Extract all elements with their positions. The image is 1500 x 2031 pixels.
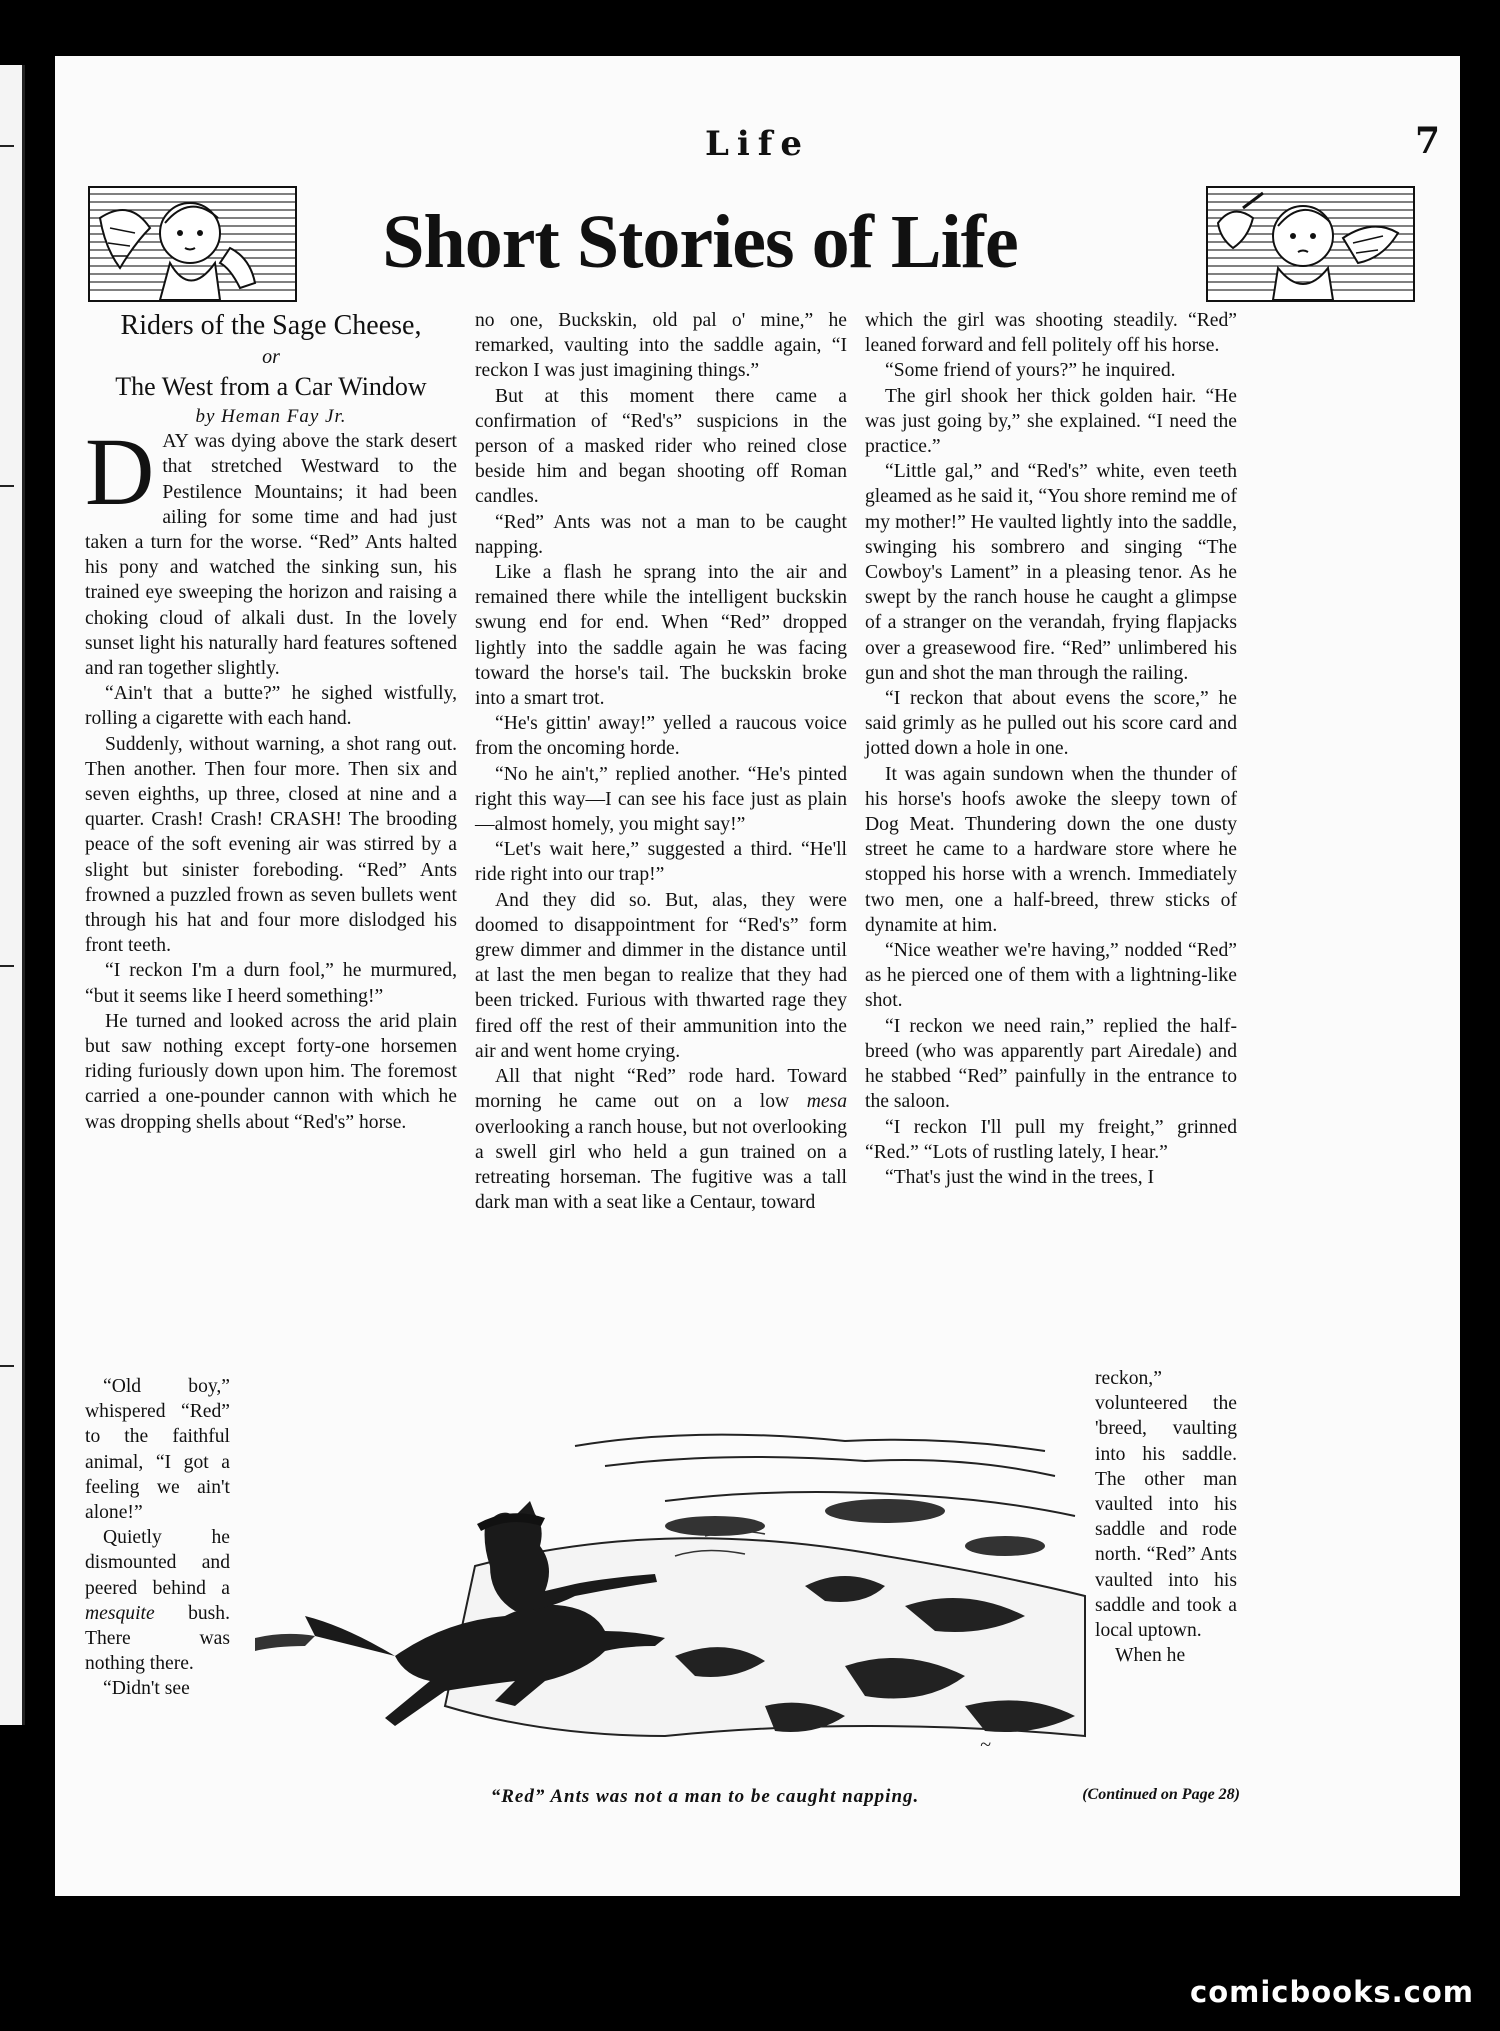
story-paragraph: And they did so. But, alas, they were doomed to disappointment for “Red's” form grew dimmer and dimmer in the distance until at last the men began to realize that they had been tricked. Furious with thwarted rage they fired off the rest of their ammunition into the air and went home crying. <box>475 889 847 1062</box>
column-1-narrow <box>85 1374 230 1702</box>
column-3-narrow <box>1095 1366 1237 1668</box>
continued-note: (Continued on Page 28) <box>1082 1786 1240 1803</box>
column-2 <box>475 308 847 1215</box>
story-paragraph: “I reckon I'm a durn fool,” he murmured, “but it seems like I heerd something!” <box>85 960 457 1007</box>
story-paragraph: It was again sundown when the thunder of his horse's hoofs awoke the sleepy town of Dog Meat. Thundering down the one dusty street he came to a hardware store where he stopped his horse with a wrench. Immediately two men, one a half-breed, threw sticks of dynamite at him. <box>865 763 1237 936</box>
svg-text:~: ~ <box>980 1734 991 1756</box>
story-paragraph: But at this moment there came a confirmation of “Red's” suspicions in the person of a masked rider who reined close beside him and began shooting off Roman candles. <box>475 385 847 508</box>
cherub-illustration-right <box>1206 186 1415 302</box>
watermark: comicbooks.com <box>1190 1975 1474 2009</box>
cowboy-illustration <box>245 1406 1095 1776</box>
story-paragraph: “Nice weather we're having,” nodded “Red” as he pierced one of them with a lightning-like shot. <box>865 940 1237 1012</box>
story-paragraph: “Little gal,” and “Red's” white, even teeth gleamed as he said it, “You shore remind me of my mother!” He vaulted lightly into the saddle, swinging his sombrero and singing “The Cowboy's Lament” in a pleasing tenor. As he swept by the ranch house he caught a glimpse of a stranger on the verandah, frying flapjacks over a greasewood fire. “Red” unlimbered his gun and shot the man through the railing. <box>865 461 1237 684</box>
story-paragraph: “Red” Ants was not a man to be caught napping. <box>475 511 847 558</box>
story-paragraph: “Ain't that a butte?” he sighed wistfully, rolling a cigarette with each hand. <box>85 683 457 730</box>
masthead: Life <box>704 124 811 164</box>
story-paragraph: All that night “Red” rode hard. Toward morning he came out on a low mesa overlooking a ranch house, but not overlooking a swell girl who held a gun trained on a retreating horseman. The fugitive was a tall dark man with a seat like a Centaur, toward <box>475 1066 847 1214</box>
story-paragraph: “I reckon we need rain,” replied the half-breed (who was apparently part Airedale) and he stabbed “Red” painfully in the entrance to the saloon. <box>865 1015 1237 1113</box>
story-paragraph: “Old boy,” whispered “Red” to the faithful animal, “I got a feeling we ain't alone!” <box>85 1376 230 1524</box>
story-subtitle: The West from a Car Window <box>115 372 427 401</box>
cherub-illustration-left <box>88 186 297 302</box>
story-title: Riders of the Sage Cheese, <box>120 310 422 341</box>
illustration-caption: “Red” Ants was not a man to be caught napping. <box>490 1786 920 1807</box>
story-paragraph: “No he ain't,” replied another. “He's pinted right this way—I can see his face just as plain—almost homely, you might say!” <box>475 763 847 836</box>
story-paragraph: “Didn't see <box>103 1678 190 1700</box>
headline: Short Stories of Life <box>382 200 1018 284</box>
story-paragraph: no one, Buckskin, old pal o' mine,” he remarked, vaulting into the saddle again, “I reckon I was just imagining things.” <box>475 310 847 382</box>
story-paragraph: “I reckon I'll pull my freight,” grinned “Red.” “Lots of rustling lately, I hear.” <box>865 1116 1237 1163</box>
byline: by Heman Fay Jr. <box>195 406 347 427</box>
story-title-or: or <box>262 346 280 368</box>
story-paragraph: Like a flash he sprang into the air and remained there while the intelligent buckskin swung end for end. When “Red” dropped lightly into the saddle again he was facing toward the horse's tail. The buckskin broke into a smart trot. <box>475 562 847 710</box>
story-paragraph: The girl shook her thick golden hair. “He was just going by,” she explained. “I need the practice.” <box>865 385 1237 458</box>
page-number: 7 <box>1414 120 1440 162</box>
previous-page-edge <box>0 65 25 1725</box>
story-paragraph: Quietly he dismounted and peered behind a mesquite bush. There was nothing there. <box>85 1527 230 1675</box>
story-paragraph: “He's gittin' away!” yelled a raucous voice from the oncoming horde. <box>475 713 847 760</box>
column-3 <box>865 308 1237 1190</box>
story-paragraph: “That's just the wind in the trees, I <box>885 1166 1155 1188</box>
story-paragraph: Suddenly, without warning, a shot rang out. Then another. Then four more. Then six and seven eighths, up three, closed at nine and a quarter. Crash! Crash! CRASH! The brooding peace of the soft evening air was stirred by a slight but sinister foreboding. “Red” Ants frowned a puzzled frown as seven bullets went through his hat and four more dislodged his front teeth. <box>85 733 457 957</box>
story-paragraph: reckon,” volunteered the 'breed, vaulting into his saddle. The other man vaulted into his saddle and rode north. “Red” Ants vaulted into his saddle and took a local uptown. <box>1095 1368 1237 1642</box>
magazine-page <box>55 56 1460 1896</box>
story-paragraph: DAY was dying above the stark desert that stretched Westward to the Pestilence Mountains; it had been ailing for some time and had just taken a turn for the worse. “Red” Ants halted his pony and watched the sinking sun, his trained eye sweeping the horizon and raising a choking cloud of alkali dust. In the lovely sunset light his naturally hard features softened and ran together slightly. <box>85 418 457 680</box>
story-paragraph: “Some friend of yours?” he inquired. <box>885 360 1176 382</box>
drop-cap: D <box>85 418 155 526</box>
story-paragraph: which the girl was shooting steadily. “Red” leaned forward and fell politely off his horse. <box>865 310 1237 357</box>
story-paragraph: “I reckon that about evens the score,” he said grimly as he pulled out his score card and jotted down a hole in one. <box>865 688 1237 760</box>
story-paragraph: “Let's wait here,” suggested a third. “He'll ride right into our trap!” <box>475 839 847 886</box>
story-paragraph: He turned and looked across the arid plain but saw nothing except forty-one horsemen riding furiously down upon him. The foremost carried a one-pounder cannon with which he was dropping shells about “Red's” horse. <box>85 1010 457 1133</box>
story-paragraph: When he <box>1115 1645 1186 1667</box>
column-1 <box>85 308 457 1135</box>
